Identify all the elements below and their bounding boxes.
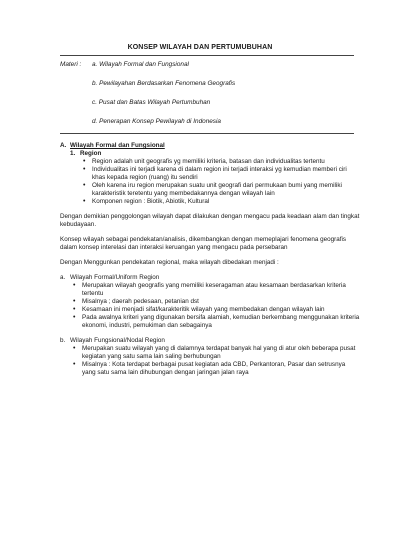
formal-region-bullet-list: [70, 282, 360, 330]
formal-region-heading: [60, 274, 360, 282]
paragraph: Dengan demikian penggolongan wilayah dapat dilakukan dengan mengacu pada keadaan alam dan tingkat kebudayaan.: [60, 213, 360, 228]
list-item: • Merupakan suatu wilayah yang di dalamnya terdapat banyak hal yang di atur oleh beberapa pusat kegiatan yang satu sama lain saling berhubungan: [70, 345, 360, 361]
list-item: • Region adalah unit geografis yg memiliki kriteria, batasan dan individualitas tertentu: [80, 158, 360, 166]
list-item: • Pada awalnya kriteri yang digunakan bersifa alamiah, kemudian berkembang menggunakan kriteria ekonomi, industri, pemukiman dan sebagainya: [70, 314, 360, 330]
list-item: • Komponen region : Biotik, Abiotik, Kultural: [80, 198, 360, 206]
paragraph: Konsep wilayah sebagai pendekatan/analisis, dikembangkan dengan memeplajari fenomena geografis dalam konsep interelasi dan interaksi keruangan yang mengacu pada persebaran: [60, 236, 346, 251]
materi-item: d. Penerapan Konsep Pewilayah di Indonesia: [92, 118, 221, 125]
nodal-region-heading: [60, 337, 360, 345]
materi-item: b. Pewilayahan Berdasarkan Fenomena Geografis: [92, 80, 236, 87]
list-item: • Oleh karena iru region merupakan suatu unit geografi dari permukaan bumi yang memiliki karakteristik teretentu yang membedakannya dengan wilayah lain: [80, 182, 360, 198]
list-item: • Misalnya ; daerah pedesaan, petanian dst: [70, 298, 360, 306]
item-letter: a.: [60, 274, 66, 281]
materi-item: a. Wilayah Formal dan Fungsional: [92, 61, 189, 68]
subsection-title: Region: [80, 150, 102, 157]
materi-item: c. Pusat dan Batas Wilayah Pertumbuhan: [92, 99, 211, 106]
item-title: Wilayah Formal/Uniform Region: [70, 274, 160, 281]
materi-label: Materi :: [60, 61, 82, 68]
list-item: • Individualitas ini terjadi karena di dalam region ini terjadi interaksi yg kemudian memberi ciri khas kepada region (ruang) itu sendiri: [80, 166, 360, 182]
subsection-heading: [70, 150, 360, 158]
list-item: • Merupakan wilayah geografis yang memiliki keseragaman atau kesamaan berdasarkan kriteria tertentu: [70, 282, 360, 298]
subsection-number: 1.: [70, 150, 76, 157]
section-title: Wilayah Formal dan Fungsional: [70, 142, 165, 149]
item-letter: b.: [60, 337, 66, 344]
document-title: KONSEP WILAYAH DAN PERTUMUBUHAN: [127, 44, 273, 51]
item-title: Wilayah Fungsional/Nodal Region: [70, 337, 165, 344]
paragraph: Dengan Menggunkan pendekatan regional, maka wilayah dibedakan menjadi :: [60, 259, 279, 266]
region-bullet-list: [80, 158, 360, 206]
top-divider: [60, 55, 354, 56]
section-heading: [60, 142, 360, 150]
nodal-region-bullet-list: [70, 345, 360, 377]
content-body: [60, 142, 360, 377]
section-number: A.: [60, 142, 67, 149]
list-item: • Kesamaan ini menjadi sifat/karakteritik wilayah yang membedakan dengan wilayah lain: [70, 306, 360, 314]
bottom-divider: [60, 133, 354, 134]
list-item: • Misalnya : Kota terdapat berbagai pusat kegiatan ada CBD, Perkantoran, Pasar dan setrusnya yang satu sama lain dihubungan dengan jaringan jalan raya: [70, 361, 360, 377]
